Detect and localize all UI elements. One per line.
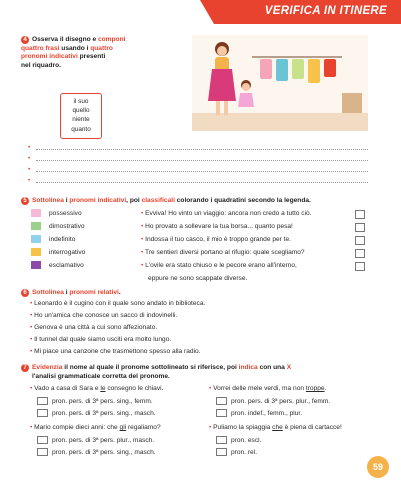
list-item: • Mi piace una canzone che trasmettono spesso alla radio. <box>30 348 201 355</box>
exercise-4-instruction: 4 Osserva il disegno e componi quattro frasi usando i quattro pronomi indicativi presenti nel riquadro. <box>21 36 126 69</box>
box-word: quanto <box>71 125 91 133</box>
option-checkbox[interactable] <box>216 397 227 405</box>
answer-option[interactable]: pron. pers. di 3ª pers. sing., masch. <box>37 448 156 457</box>
legend-item: dimostrativo <box>31 222 85 230</box>
color-checkbox[interactable] <box>355 249 365 258</box>
box-word: niente <box>72 116 90 124</box>
exercise-7-instruction: 7 Evidenzia il nome al quale il pronome sottolineato si riferisce, poi indica con una X l'analisi grammaticale corretta del pronome. <box>21 364 381 381</box>
list-item: • L'ovile era stato chiuso e le pecore erano all'interno, <box>141 262 297 269</box>
question: • Vorrei delle mele verdi, ma non troppe. <box>209 385 327 392</box>
legend-swatch <box>31 261 41 269</box>
answer-option[interactable]: pron. rel. <box>216 448 257 457</box>
box-word: il suo <box>73 98 89 105</box>
answer-option[interactable]: pron. indef., femm., plur. <box>216 409 302 418</box>
legend-item: interrogativo <box>31 248 85 256</box>
answer-option[interactable]: pron. pers. di 3ª pers. plur., masch. <box>37 436 154 445</box>
legend-item: indefinito <box>31 235 75 243</box>
answer-line[interactable]: • <box>28 166 368 174</box>
question: • Puliamo la spiaggia che è piena di cartacce! <box>209 424 342 431</box>
option-checkbox[interactable] <box>216 448 227 456</box>
answer-option[interactable]: pron. pers. di 3ª pers. sing., femm. <box>37 397 153 406</box>
option-checkbox[interactable] <box>37 409 48 417</box>
answer-option[interactable]: pron. escl. <box>216 436 261 445</box>
option-checkbox[interactable] <box>216 409 227 417</box>
list-item: • Tre sentieri diversi portano al rifugio: quale scegliamo? <box>141 249 305 256</box>
exercise-5-instruction: 5 Sottolinea i pronomi indicativi, poi classificali colorando i quadratini secondo la legenda. <box>21 197 381 206</box>
question: • Mario compie dieci anni: che gli regaliamo? <box>30 424 161 431</box>
list-item: • Ho un'amica che conosce un sacco di indovinelli. <box>30 312 178 319</box>
list-item: • Genova è una città a cui sono affezionato. <box>30 324 158 331</box>
legend-swatch <box>31 209 41 217</box>
list-item: • Leonardo è il cugino con il quale sono andato in biblioteca. <box>30 300 206 307</box>
option-checkbox[interactable] <box>37 448 48 456</box>
question: • Vado a casa di Sara e le consegno le chiavi. <box>30 385 164 392</box>
color-checkbox[interactable] <box>355 210 365 219</box>
box-word: quello <box>72 107 90 115</box>
list-item: • Evviva! Ho vinto un viaggio: ancora non credo a tutto ciò. <box>141 210 312 217</box>
legend-swatch <box>31 235 41 243</box>
page-number: 59 <box>367 456 389 478</box>
list-item-continuation: eppure ne sono scappate diverse. <box>148 275 248 282</box>
page-title: VERIFICA IN ITINERE <box>264 5 387 17</box>
answer-line[interactable]: • <box>28 177 368 185</box>
answer-line[interactable]: • <box>28 144 368 152</box>
list-item: • Indossa il tuo casco, il mio è troppo grande per te. <box>141 236 292 243</box>
legend-item: possessivo <box>31 209 82 217</box>
color-checkbox[interactable] <box>355 236 365 245</box>
color-checkbox[interactable] <box>355 223 365 232</box>
legend-item: esclamativo <box>31 261 84 269</box>
list-item: • Il tunnel dal quale siamo usciti era molto lungo. <box>30 336 172 343</box>
option-checkbox[interactable] <box>216 436 227 444</box>
answer-option[interactable]: pron. pers. di 3ª pers. plur., femm. <box>216 397 330 406</box>
exercise-number: 4 <box>21 36 29 44</box>
option-checkbox[interactable] <box>37 397 48 405</box>
pronoun-box <box>60 93 102 139</box>
answer-line[interactable]: • <box>28 155 368 163</box>
exercise-6-instruction: 6 Sottolinea i pronomi relativi. <box>21 289 321 298</box>
color-checkbox[interactable] <box>355 262 365 271</box>
header-banner <box>0 0 401 24</box>
list-item: • Ho provato a sollevare la tua borsa... quanto pesa! <box>141 223 293 230</box>
option-checkbox[interactable] <box>37 436 48 444</box>
answer-option[interactable]: pron. pers. di 3ª pers. sing., masch. <box>37 409 156 418</box>
legend-swatch <box>31 248 41 256</box>
shop-illustration <box>192 35 368 131</box>
legend-swatch <box>31 222 41 230</box>
